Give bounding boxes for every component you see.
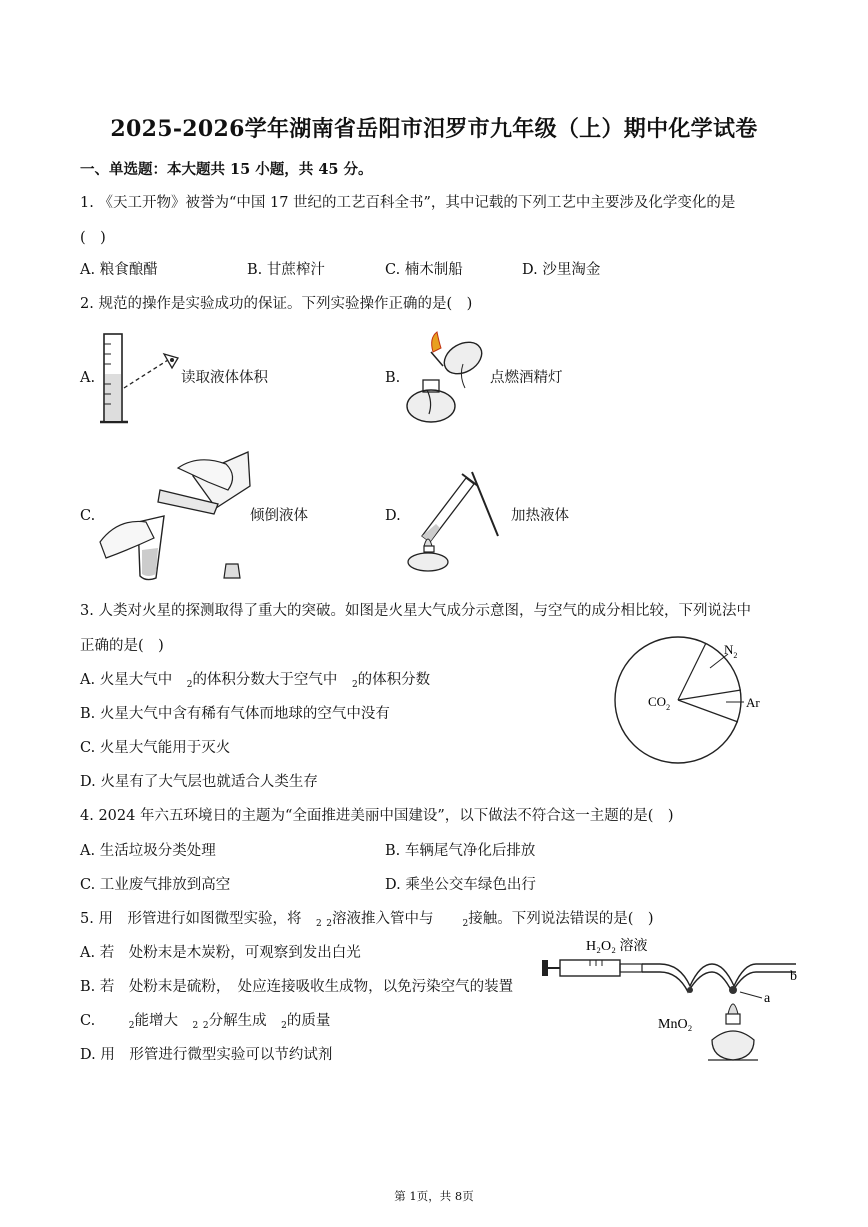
q2-option-d-caption: 加热液体 bbox=[511, 508, 569, 524]
q4-option-b: B. 车辆尾气净化后排放 bbox=[385, 843, 536, 859]
pie-label-ar: Ar bbox=[746, 695, 760, 710]
q1-paren: ( ) bbox=[80, 230, 106, 246]
heating-liquid-figure bbox=[400, 466, 510, 572]
q5-option-c: C. $_2$能增大 $_2$ $_2$分解生成 $_2$的质量 bbox=[80, 1013, 331, 1031]
q3-option-c: C. 火星大气能用于灭火 bbox=[80, 740, 231, 756]
pie-label-n2: $N_2$ bbox=[724, 642, 738, 660]
q1-option-c: C. 楠木制船 bbox=[385, 262, 463, 278]
q4-option-a: A. 生活垃圾分类处理 bbox=[80, 843, 216, 859]
q3-option-b: B. 火星大气中含有稀有气体而地球的空气中没有 bbox=[80, 706, 390, 722]
q4-stem: 4. 2024 年六五环境日的主题为“全面推进美丽中国建设”，以下做法不符合这一主题的是( ) bbox=[80, 808, 674, 824]
q2-stem: 2. 规范的操作是实验成功的保证。下列实验操作正确的是( ) bbox=[80, 296, 473, 312]
q4-option-c: C. 工业废气排放到高空 bbox=[80, 877, 231, 893]
q1-stem: 1. 《天工开物》被誉为“中国 17 世纪的工艺百科全书”，其中记载的下列工艺中主要涉及化学变化的是 bbox=[80, 195, 736, 211]
page-title: 2025-2026学年湖南省岳阳市汨罗市九年级（上）期中化学试卷 bbox=[110, 116, 758, 142]
label-h2o2: H₂O₂ 溶液 bbox=[586, 939, 648, 954]
q1-option-d: D. 沙里淘金 bbox=[522, 262, 601, 278]
label-mno2: MnO₂ bbox=[658, 1017, 693, 1032]
q5-option-d: D. 用 形管进行微型实验可以节约试剂 bbox=[80, 1047, 333, 1063]
q3-option-d: D. 火星有了大气层也就适合人类生存 bbox=[80, 774, 318, 790]
q5-option-a: A. 若 处粉末是木炭粉，可观察到发出白光 bbox=[80, 945, 361, 961]
pie-label-co2: $CO_2$ bbox=[648, 694, 671, 712]
mars-atmosphere-pie-chart bbox=[610, 630, 770, 770]
w-tube-experiment-figure bbox=[540, 930, 810, 1070]
q2-option-b-letter: B. bbox=[385, 370, 401, 386]
q3-stem-line1: 3. 人类对火星的探测取得了重大的突破。如图是火星大气成分示意图，与空气的成分相比较，下列说法中 bbox=[80, 603, 751, 619]
page-footer: 第 1页，共 8页 bbox=[394, 1189, 474, 1203]
q5-option-b: B. 若 处粉末是硫粉， 处应连接吸收生成物，以免污染空气的装置 bbox=[80, 979, 514, 995]
section-heading: 一、单选题：本大题共 15 小题，共 45 分。 bbox=[80, 161, 373, 178]
measuring-cylinder-figure bbox=[98, 328, 188, 428]
q4-option-d: D. 乘坐公交车绿色出行 bbox=[385, 877, 536, 893]
q1-option-a: A. 粮食酿醋 bbox=[80, 262, 158, 278]
alcohol-lamp-lighting-figure bbox=[403, 330, 493, 425]
q2-option-d-letter: D. bbox=[385, 508, 401, 524]
label-a: a bbox=[764, 991, 771, 1006]
q2-option-a-letter: A. bbox=[80, 370, 96, 386]
q3-option-a: A. 火星大气中 $_2$的体积分数大于空气中 $_2$的体积分数 bbox=[80, 672, 431, 690]
label-b: b bbox=[790, 969, 797, 984]
q1-option-b: B. 甘蔗榨汁 bbox=[247, 262, 325, 278]
pouring-liquid-figure bbox=[98, 446, 253, 581]
q2-option-c-caption: 倾倒液体 bbox=[250, 508, 308, 524]
q2-option-a-caption: 读取液体体积 bbox=[181, 370, 268, 386]
q2-option-c-letter: C. bbox=[80, 508, 96, 524]
q3-stem-line2: 正确的是( ) bbox=[80, 638, 164, 654]
q2-option-b-caption: 点燃酒精灯 bbox=[490, 370, 563, 386]
q5-stem: 5. 用 形管进行如图微型实验，将 $_2$ $_2$溶液推入管中与 $_2$接触。下列说法错误的是( ) bbox=[80, 911, 654, 929]
